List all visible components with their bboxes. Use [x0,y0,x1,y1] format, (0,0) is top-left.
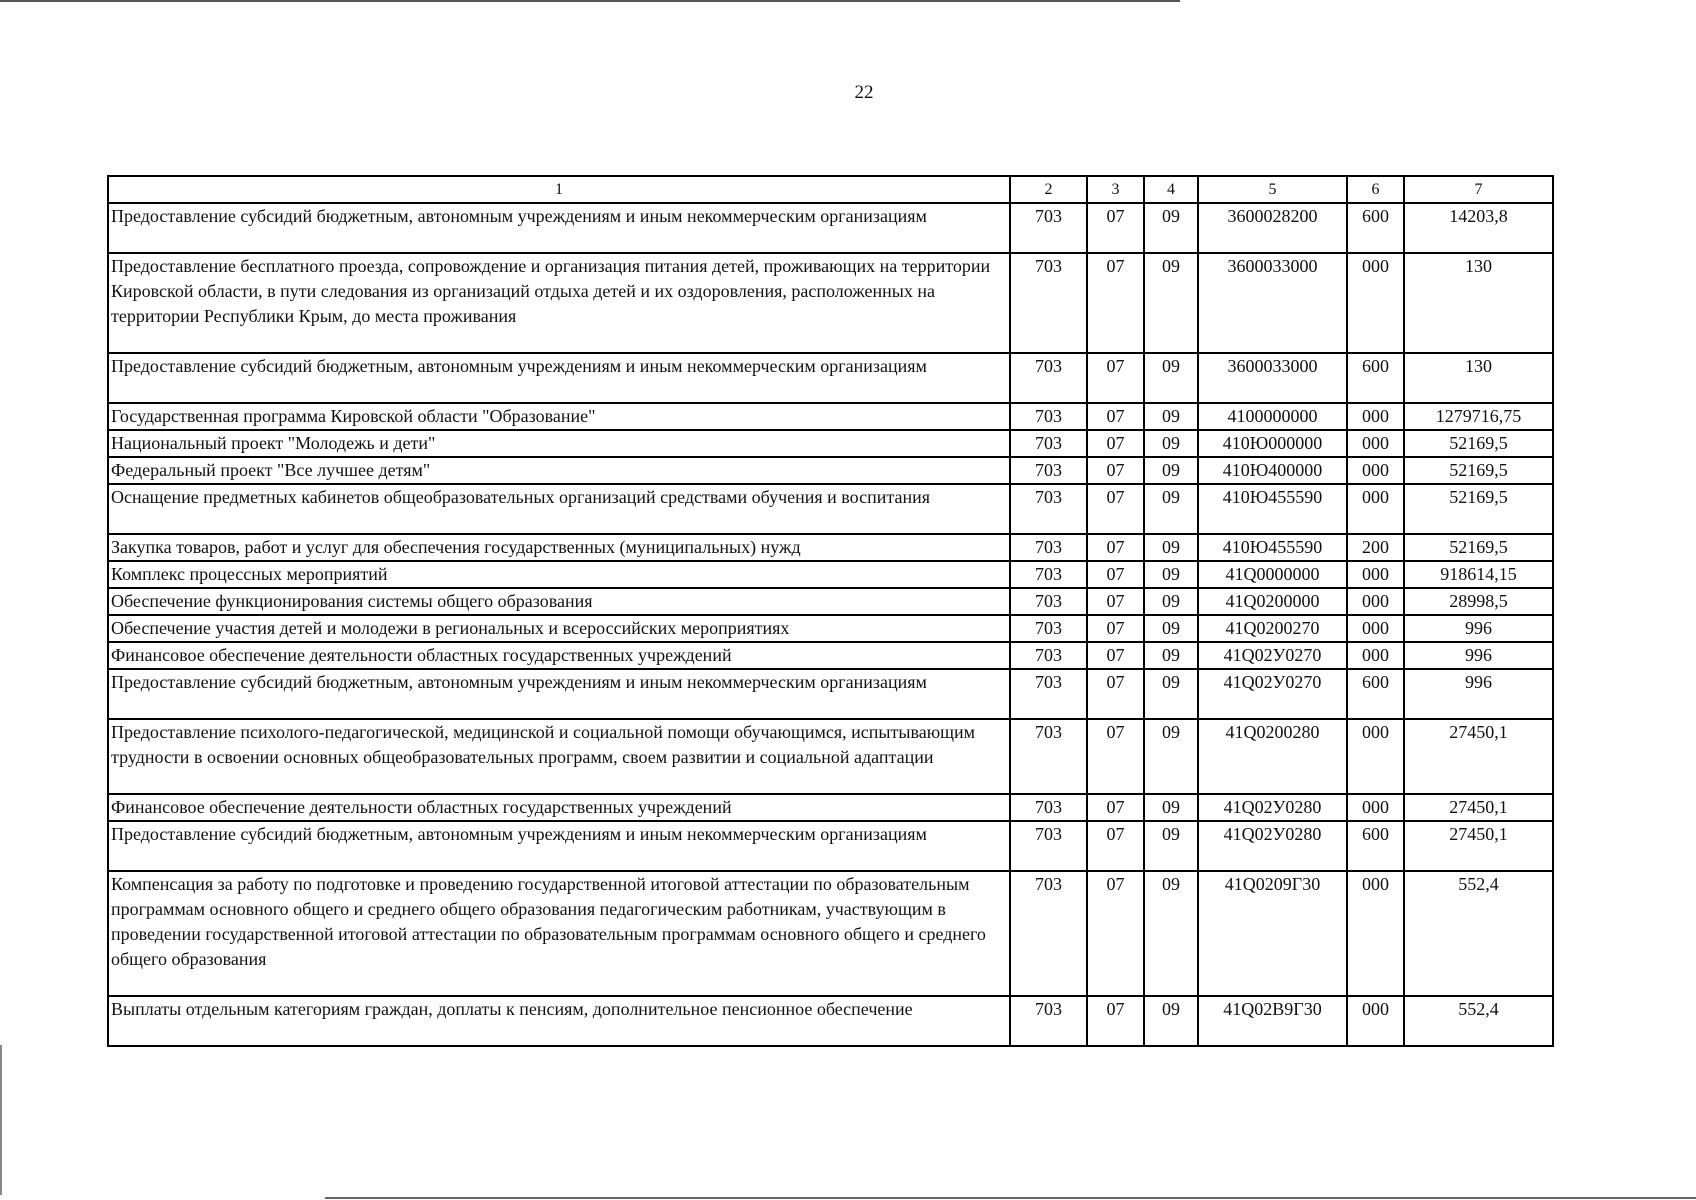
grbs-code-cell: 703 [1010,821,1087,871]
subsection-code-cell: 09 [1144,642,1198,669]
section-code-cell: 07 [1087,719,1144,794]
expense-type-cell: 000 [1347,719,1404,794]
subsection-code-cell: 09 [1144,457,1198,484]
row-name-cell: Федеральный проект "Все лучшее детям" [108,457,1010,484]
amount-cell: 130 [1404,253,1553,353]
table-row [108,996,1553,1046]
subsection-code-cell: 09 [1144,794,1198,821]
amount-cell: 996 [1404,642,1553,669]
section-code-cell: 07 [1087,821,1144,871]
grbs-code-cell: 703 [1010,561,1087,588]
target-article-cell: 41Q0200000 [1198,588,1347,615]
grbs-code-cell: 703 [1010,871,1087,996]
page-number: 22 [854,82,874,103]
column-header: 2 [1010,176,1087,203]
table-row [108,203,1553,253]
subsection-code-cell: 09 [1144,403,1198,430]
row-name-cell: Предоставление субсидий бюджетным, автономным учреждениям и иным некоммерческим организациям [108,821,1010,871]
row-name-cell: Выплаты отдельным категориям граждан, доплаты к пенсиям, дополнительное пенсионное обеспечение [108,996,1010,1046]
section-code-cell: 07 [1087,403,1144,430]
table-row [108,561,1553,588]
target-article-cell: 41Q0000000 [1198,561,1347,588]
table-header-row [108,176,1553,203]
grbs-code-cell: 703 [1010,719,1087,794]
amount-cell: 552,4 [1404,871,1553,996]
section-code-cell: 07 [1087,871,1144,996]
row-name-cell: Финансовое обеспечение деятельности областных государственных учреждений [108,642,1010,669]
row-name-cell: Финансовое обеспечение деятельности областных государственных учреждений [108,794,1010,821]
subsection-code-cell: 09 [1144,253,1198,353]
section-code-cell: 07 [1087,253,1144,353]
subsection-code-cell: 09 [1144,588,1198,615]
row-name-cell: Обеспечение функционирования системы общего образования [108,588,1010,615]
table-row [108,534,1553,561]
scan-edge-left [0,1045,2,1195]
grbs-code-cell: 703 [1010,534,1087,561]
section-code-cell: 07 [1087,203,1144,253]
target-article-cell: 41Q0200280 [1198,719,1347,794]
subsection-code-cell: 09 [1144,534,1198,561]
expense-type-cell: 600 [1347,353,1404,403]
expense-type-cell: 000 [1347,561,1404,588]
row-name-cell: Комплекс процессных мероприятий [108,561,1010,588]
expense-type-cell: 000 [1347,484,1404,534]
table-row [108,642,1553,669]
row-name-cell: Предоставление психолого-педагогической, медицинской и социальной помощи обучающимся, испытывающим трудности в освоении основных общеобразовательных программ, своем развитии и социальной адаптации [108,719,1010,794]
subsection-code-cell: 09 [1144,203,1198,253]
target-article-cell: 3600033000 [1198,353,1347,403]
amount-cell: 28998,5 [1404,588,1553,615]
expense-type-cell: 000 [1347,615,1404,642]
table-row [108,430,1553,457]
target-article-cell: 410Ю000000 [1198,430,1347,457]
section-code-cell: 07 [1087,457,1144,484]
subsection-code-cell: 09 [1144,871,1198,996]
scan-edge-bottom [325,1197,1696,1199]
expense-type-cell: 000 [1347,430,1404,457]
amount-cell: 52169,5 [1404,430,1553,457]
table-row [108,253,1553,353]
row-name-cell: Предоставление субсидий бюджетным, автономным учреждениям и иным некоммерческим организациям [108,669,1010,719]
grbs-code-cell: 703 [1010,996,1087,1046]
expense-type-cell: 000 [1347,794,1404,821]
expense-type-cell: 000 [1347,588,1404,615]
section-code-cell: 07 [1087,996,1144,1046]
amount-cell: 52169,5 [1404,457,1553,484]
subsection-code-cell: 09 [1144,561,1198,588]
subsection-code-cell: 09 [1144,430,1198,457]
grbs-code-cell: 703 [1010,615,1087,642]
budget-table [107,175,1554,1047]
grbs-code-cell: 703 [1010,203,1087,253]
subsection-code-cell: 09 [1144,996,1198,1046]
amount-cell: 918614,15 [1404,561,1553,588]
expense-type-cell: 000 [1347,457,1404,484]
grbs-code-cell: 703 [1010,588,1087,615]
grbs-code-cell: 703 [1010,403,1087,430]
section-code-cell: 07 [1087,353,1144,403]
amount-cell: 52169,5 [1404,484,1553,534]
table-row [108,615,1553,642]
target-article-cell: 410Ю400000 [1198,457,1347,484]
target-article-cell: 3600033000 [1198,253,1347,353]
row-name-cell: Оснащение предметных кабинетов общеобразовательных организаций средствами обучения и воспитания [108,484,1010,534]
grbs-code-cell: 703 [1010,253,1087,353]
row-name-cell: Компенсация за работу по подготовке и проведению государственной итоговой аттестации по образовательным программам основного общего и среднего общего образования педагогическим работникам, участвующим в проведении государственной итоговой аттестации по образовательным программам основного общего и среднего общего образования [108,871,1010,996]
table-row [108,588,1553,615]
target-article-cell: 41Q0209Г30 [1198,871,1347,996]
column-header: 1 [108,176,1010,203]
grbs-code-cell: 703 [1010,430,1087,457]
amount-cell: 52169,5 [1404,534,1553,561]
subsection-code-cell: 09 [1144,484,1198,534]
section-code-cell: 07 [1087,588,1144,615]
table-row [108,403,1553,430]
section-code-cell: 07 [1087,794,1144,821]
target-article-cell: 41Q02У0280 [1198,794,1347,821]
expense-type-cell: 600 [1347,203,1404,253]
target-article-cell: 41Q0200270 [1198,615,1347,642]
amount-cell: 27450,1 [1404,821,1553,871]
expense-type-cell: 000 [1347,403,1404,430]
section-code-cell: 07 [1087,561,1144,588]
table-row [108,353,1553,403]
table-row [108,871,1553,996]
column-header: 6 [1347,176,1404,203]
table-body [108,203,1553,1046]
table-row [108,794,1553,821]
table-row [108,669,1553,719]
grbs-code-cell: 703 [1010,457,1087,484]
section-code-cell: 07 [1087,484,1144,534]
grbs-code-cell: 703 [1010,353,1087,403]
grbs-code-cell: 703 [1010,642,1087,669]
amount-cell: 27450,1 [1404,719,1553,794]
section-code-cell: 07 [1087,642,1144,669]
expense-type-cell: 600 [1347,669,1404,719]
target-article-cell: 410Ю455590 [1198,534,1347,561]
row-name-cell: Предоставление бесплатного проезда, сопровождение и организация питания детей, проживающих на территории Кировской области, в пути следования из организаций отдыха детей и их оздоровления, расположенных на территории Республики Крым, до места проживания [108,253,1010,353]
table-row [108,719,1553,794]
expense-type-cell: 000 [1347,996,1404,1046]
target-article-cell: 41Q02В9Г30 [1198,996,1347,1046]
target-article-cell: 410Ю455590 [1198,484,1347,534]
target-article-cell: 41Q02У0270 [1198,669,1347,719]
section-code-cell: 07 [1087,669,1144,719]
column-header: 4 [1144,176,1198,203]
section-code-cell: 07 [1087,430,1144,457]
row-name-cell: Обеспечение участия детей и молодежи в региональных и всероссийских мероприятиях [108,615,1010,642]
amount-cell: 996 [1404,669,1553,719]
subsection-code-cell: 09 [1144,353,1198,403]
subsection-code-cell: 09 [1144,669,1198,719]
grbs-code-cell: 703 [1010,484,1087,534]
expense-type-cell: 000 [1347,642,1404,669]
table-row [108,484,1553,534]
row-name-cell: Предоставление субсидий бюджетным, автономным учреждениям и иным некоммерческим организациям [108,353,1010,403]
amount-cell: 1279716,75 [1404,403,1553,430]
target-article-cell: 41Q02У0280 [1198,821,1347,871]
expense-type-cell: 000 [1347,871,1404,996]
grbs-code-cell: 703 [1010,794,1087,821]
expense-type-cell: 000 [1347,253,1404,353]
row-name-cell: Национальный проект "Молодежь и дети" [108,430,1010,457]
amount-cell: 14203,8 [1404,203,1553,253]
amount-cell: 552,4 [1404,996,1553,1046]
target-article-cell: 41Q02У0270 [1198,642,1347,669]
expense-type-cell: 200 [1347,534,1404,561]
subsection-code-cell: 09 [1144,821,1198,871]
table-row [108,821,1553,871]
target-article-cell: 4100000000 [1198,403,1347,430]
subsection-code-cell: 09 [1144,719,1198,794]
grbs-code-cell: 703 [1010,669,1087,719]
target-article-cell: 3600028200 [1198,203,1347,253]
column-header: 5 [1198,176,1347,203]
amount-cell: 27450,1 [1404,794,1553,821]
scan-edge-top [0,0,1180,2]
amount-cell: 996 [1404,615,1553,642]
expense-type-cell: 600 [1347,821,1404,871]
section-code-cell: 07 [1087,615,1144,642]
column-header: 3 [1087,176,1144,203]
table-row [108,457,1553,484]
row-name-cell: Государственная программа Кировской области "Образование" [108,403,1010,430]
subsection-code-cell: 09 [1144,615,1198,642]
row-name-cell: Предоставление субсидий бюджетным, автономным учреждениям и иным некоммерческим организациям [108,203,1010,253]
section-code-cell: 07 [1087,534,1144,561]
row-name-cell: Закупка товаров, работ и услуг для обеспечения государственных (муниципальных) нужд [108,534,1010,561]
amount-cell: 130 [1404,353,1553,403]
column-header: 7 [1404,176,1553,203]
